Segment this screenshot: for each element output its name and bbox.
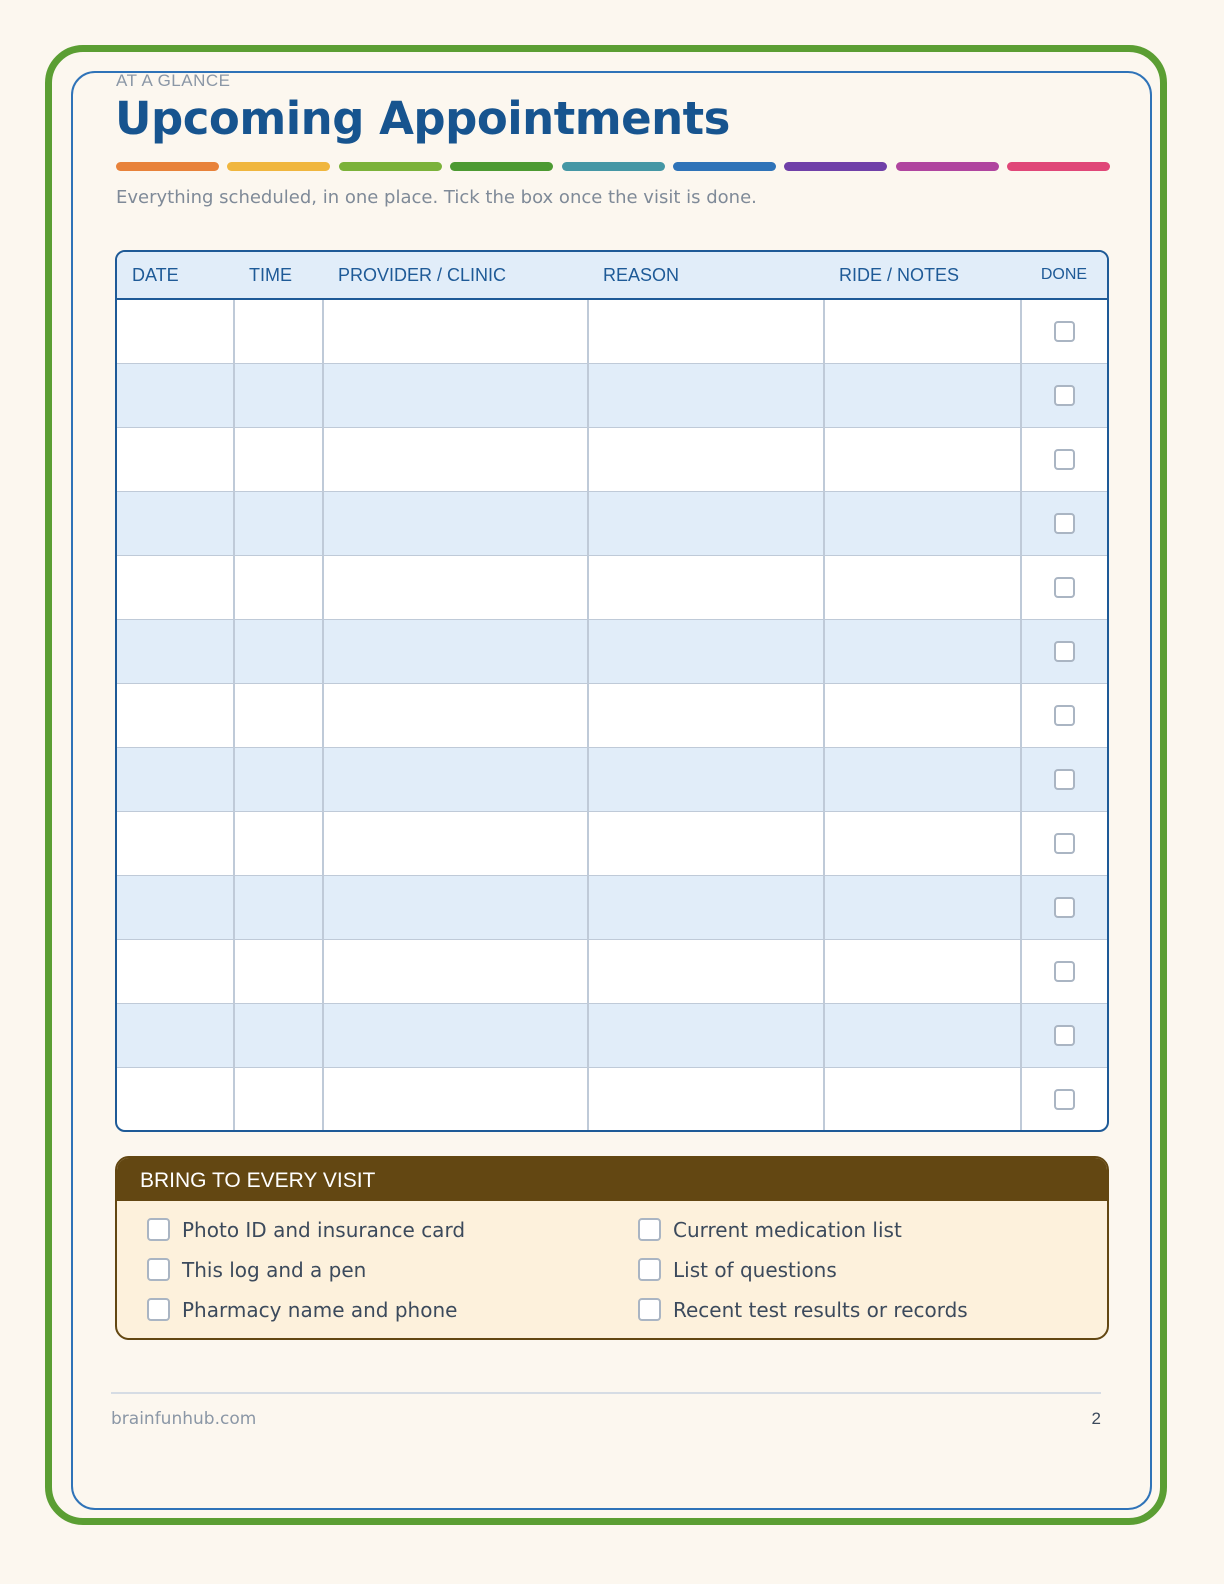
table-row (117, 364, 1107, 428)
date-cell[interactable] (117, 748, 234, 812)
checklist-item-label: Pharmacy name and phone (182, 1297, 458, 1322)
checklist-item-label: Photo ID and insurance card (182, 1217, 466, 1242)
date-cell[interactable] (117, 299, 234, 364)
date-cell[interactable] (117, 556, 234, 620)
rainbow-segment (227, 162, 330, 171)
rainbow-segment (450, 162, 553, 171)
ride-notes-cell[interactable] (824, 492, 1021, 556)
done-cell (1021, 620, 1107, 684)
provider-cell[interactable] (323, 1004, 588, 1068)
done-checkbox[interactable] (1054, 385, 1075, 406)
done-cell (1021, 428, 1107, 492)
done-cell (1021, 940, 1107, 1004)
rainbow-segment (339, 162, 442, 171)
ride-notes-cell[interactable] (824, 1068, 1021, 1132)
checklist-checkbox[interactable] (638, 1218, 661, 1241)
done-checkbox[interactable] (1054, 833, 1075, 854)
date-cell[interactable] (117, 812, 234, 876)
ride-notes-cell[interactable] (824, 748, 1021, 812)
done-cell (1021, 748, 1107, 812)
page-subtitle: Everything scheduled, in one place. Tick the box once the visit is done. (116, 187, 757, 208)
bring-box-title: BRING TO EVERY VISIT (117, 1158, 1107, 1201)
time-cell[interactable] (234, 364, 323, 428)
provider-cell[interactable] (323, 1068, 588, 1132)
provider-cell[interactable] (323, 940, 588, 1004)
checklist-item-label: List of questions (673, 1257, 837, 1282)
checklist-item[interactable] (638, 1298, 1098, 1321)
done-cell (1021, 1004, 1107, 1068)
provider-cell[interactable] (323, 684, 588, 748)
bring-checklist (147, 1218, 1107, 1321)
reason-cell[interactable] (588, 748, 824, 812)
checklist-item-label: Current medication list (673, 1217, 902, 1242)
date-cell[interactable] (117, 940, 234, 1004)
reason-cell[interactable] (588, 876, 824, 940)
column-header-done: DONE (1021, 252, 1107, 299)
checklist-item[interactable] (147, 1258, 638, 1281)
column-header-reason: REASON (588, 252, 824, 299)
time-cell[interactable] (234, 492, 323, 556)
table-row (117, 1004, 1107, 1068)
ride-notes-cell[interactable] (824, 556, 1021, 620)
done-checkbox[interactable] (1054, 1025, 1075, 1046)
table-row (117, 299, 1107, 364)
date-cell[interactable] (117, 620, 234, 684)
provider-cell[interactable] (323, 876, 588, 940)
ride-notes-cell[interactable] (824, 428, 1021, 492)
ride-notes-cell[interactable] (824, 364, 1021, 428)
reason-cell[interactable] (588, 299, 824, 364)
time-cell[interactable] (234, 940, 323, 1004)
reason-cell[interactable] (588, 428, 824, 492)
table-row (117, 876, 1107, 940)
checklist-checkbox[interactable] (638, 1298, 661, 1321)
reason-cell[interactable] (588, 812, 824, 876)
done-cell (1021, 876, 1107, 940)
table-body (117, 299, 1107, 1131)
done-cell (1021, 492, 1107, 556)
reason-cell[interactable] (588, 364, 824, 428)
provider-cell[interactable] (323, 620, 588, 684)
reason-cell[interactable] (588, 1004, 824, 1068)
rainbow-segment (896, 162, 999, 171)
table-row (117, 556, 1107, 620)
checklist-item[interactable] (147, 1218, 638, 1241)
done-cell (1021, 556, 1107, 620)
column-header-date: DATE (117, 252, 234, 299)
done-checkbox[interactable] (1054, 897, 1075, 918)
reason-cell[interactable] (588, 684, 824, 748)
time-cell[interactable] (234, 299, 323, 364)
page-title: Upcoming Appointments (115, 92, 730, 145)
eyebrow-label: AT A GLANCE (116, 71, 231, 90)
rainbow-segment (784, 162, 887, 171)
date-cell[interactable] (117, 364, 234, 428)
time-cell[interactable] (234, 1068, 323, 1132)
ride-notes-cell[interactable] (824, 620, 1021, 684)
provider-cell[interactable] (323, 299, 588, 364)
done-cell (1021, 1068, 1107, 1132)
provider-cell[interactable] (323, 748, 588, 812)
ride-notes-cell[interactable] (824, 812, 1021, 876)
checklist-item-label: Recent test results or records (673, 1297, 968, 1322)
done-cell (1021, 684, 1107, 748)
done-checkbox[interactable] (1054, 321, 1075, 342)
provider-cell[interactable] (323, 492, 588, 556)
time-cell[interactable] (234, 748, 323, 812)
provider-cell[interactable] (323, 556, 588, 620)
done-checkbox[interactable] (1054, 513, 1075, 534)
date-cell[interactable] (117, 492, 234, 556)
reason-cell[interactable] (588, 1068, 824, 1132)
done-checkbox[interactable] (1054, 577, 1075, 598)
reason-cell[interactable] (588, 492, 824, 556)
table-row (117, 748, 1107, 812)
checklist-checkbox[interactable] (147, 1218, 170, 1241)
checklist-item[interactable] (147, 1298, 638, 1321)
table-row (117, 492, 1107, 556)
date-cell[interactable] (117, 428, 234, 492)
date-cell[interactable] (117, 684, 234, 748)
time-cell[interactable] (234, 684, 323, 748)
footer-site: brainfunhub.com (111, 1409, 257, 1429)
ride-notes-cell[interactable] (824, 299, 1021, 364)
checklist-item-label: This log and a pen (182, 1257, 367, 1282)
time-cell[interactable] (234, 876, 323, 940)
table-header-row (117, 252, 1107, 299)
done-cell (1021, 812, 1107, 876)
column-header-time: TIME (234, 252, 323, 299)
rainbow-segment (562, 162, 665, 171)
reason-cell[interactable] (588, 620, 824, 684)
checklist-checkbox[interactable] (147, 1258, 170, 1281)
done-checkbox[interactable] (1054, 449, 1075, 470)
time-cell[interactable] (234, 428, 323, 492)
provider-cell[interactable] (323, 812, 588, 876)
rainbow-segment (673, 162, 776, 171)
table-row (117, 684, 1107, 748)
table-row (117, 812, 1107, 876)
page-number: 2 (1091, 1409, 1101, 1428)
time-cell[interactable] (234, 556, 323, 620)
footer-divider (111, 1392, 1101, 1394)
ride-notes-cell[interactable] (824, 684, 1021, 748)
rainbow-segment (1007, 162, 1110, 171)
done-checkbox[interactable] (1054, 705, 1075, 726)
table-row (117, 1068, 1107, 1132)
provider-cell[interactable] (323, 428, 588, 492)
done-cell (1021, 364, 1107, 428)
time-cell[interactable] (234, 1004, 323, 1068)
checklist-checkbox[interactable] (638, 1258, 661, 1281)
checklist-item[interactable] (638, 1258, 1098, 1281)
table-row (117, 428, 1107, 492)
done-checkbox[interactable] (1054, 641, 1075, 662)
done-checkbox[interactable] (1054, 1089, 1075, 1110)
checklist-checkbox[interactable] (147, 1298, 170, 1321)
ride-notes-cell[interactable] (824, 876, 1021, 940)
rainbow-divider (116, 162, 1110, 171)
time-cell[interactable] (234, 620, 323, 684)
date-cell[interactable] (117, 1068, 234, 1132)
time-cell[interactable] (234, 812, 323, 876)
done-checkbox[interactable] (1054, 769, 1075, 790)
date-cell[interactable] (117, 876, 234, 940)
column-header-provider: PROVIDER / CLINIC (323, 252, 588, 299)
done-checkbox[interactable] (1054, 961, 1075, 982)
table-row (117, 620, 1107, 684)
table-row (117, 940, 1107, 1004)
rainbow-segment (116, 162, 219, 171)
bring-to-every-visit-box (115, 1156, 1109, 1340)
provider-cell[interactable] (323, 364, 588, 428)
column-header-ride-notes: RIDE / NOTES (824, 252, 1021, 299)
checklist-item[interactable] (638, 1218, 1098, 1241)
ride-notes-cell[interactable] (824, 940, 1021, 1004)
ride-notes-cell[interactable] (824, 1004, 1021, 1068)
date-cell[interactable] (117, 1004, 234, 1068)
appointments-table (115, 250, 1109, 1132)
done-cell (1021, 299, 1107, 364)
reason-cell[interactable] (588, 940, 824, 1004)
reason-cell[interactable] (588, 556, 824, 620)
